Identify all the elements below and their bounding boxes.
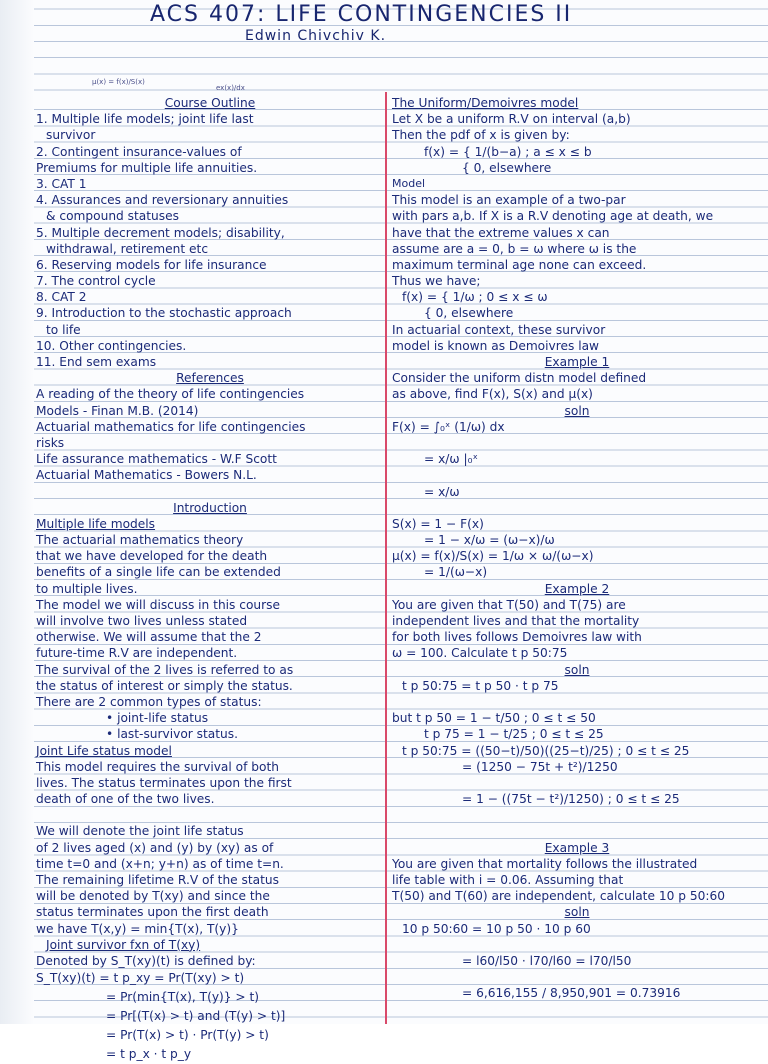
note-line: Consider the uniform distn model defined — [392, 371, 647, 386]
note-line: • last-survivor status. — [106, 727, 239, 742]
note-line: A reading of the theory of life contingencies — [36, 387, 305, 402]
note-line: Joint Life status model — [36, 743, 172, 758]
note-line: time t=0 and (x+n; y+n) as of time t=n. — [36, 856, 284, 871]
note-line: References — [176, 371, 244, 386]
note-line: Example 3 — [544, 840, 610, 855]
left-column-notes — [36, 95, 384, 1064]
note-line — [392, 694, 762, 710]
note-line: • joint-life status — [106, 711, 209, 726]
note-line — [392, 969, 762, 985]
note-line: S_T(xy)(t) = t p_xy = Pr(T(xy) > t) — [36, 971, 245, 986]
note-line: lives. The status terminates upon the first — [36, 775, 292, 790]
margin-note-scribble: ex(x)/dx — [216, 84, 245, 92]
note-line: life table with i = 0.06. Assuming that — [392, 873, 624, 887]
note-line: This model requires the survival of both — [36, 759, 279, 774]
note-line: have that the extreme values x can — [392, 225, 610, 240]
note-line: We will denote the joint life status — [36, 824, 244, 839]
note-line: 9. Introduction to the stochastic approach — [36, 306, 292, 321]
note-line: 8. CAT 2 — [36, 290, 87, 305]
note-line — [392, 807, 762, 823]
note-line: 7. The control cycle — [36, 274, 156, 289]
note-line: The actuarial mathematics theory — [36, 533, 244, 548]
note-line: with pars a,b. If X is a R.V denoting age at death, we — [392, 209, 714, 224]
note-line: Life assurance mathematics - W.F Scott — [36, 452, 277, 467]
note-line — [392, 937, 762, 953]
note-line: & compound statuses — [46, 209, 179, 224]
note-line: = 6,616,155 / 8,950,901 = 0.73916 — [462, 986, 681, 1001]
note-line: Actuarial mathematics for life contingencies — [36, 419, 306, 434]
note-line: You are given that T(50) and T(75) are — [392, 597, 626, 612]
note-line: withdrawal, retirement etc — [46, 241, 209, 256]
note-line: = l60/l50 · l70/l60 = l70/l50 — [462, 953, 632, 968]
note-line: f(x) = { 1/ω ; 0 ≤ x ≤ ω — [402, 290, 548, 305]
note-line: will involve two lives unless stated — [36, 614, 248, 628]
note-line: t p 75 = 1 − t/25 ; 0 ≤ t ≤ 25 — [424, 727, 604, 742]
note-line: for both lives follows Demoivres law with — [392, 630, 642, 645]
note-line — [392, 823, 762, 839]
note-line: independent lives and that the mortality — [392, 614, 640, 628]
margin-line — [385, 92, 387, 1024]
note-line: = x/ω |₀ˣ — [424, 452, 478, 467]
note-line — [392, 435, 762, 451]
note-line: to multiple lives. — [36, 581, 138, 596]
note-line: = Pr[(T(x) > t) and (T(y) > t)] — [106, 1009, 286, 1024]
note-line: survivor — [46, 128, 96, 143]
note-line: = 1 − ((75t − t²)/1250) ; 0 ≤ t ≤ 25 — [462, 792, 680, 807]
note-line: S(x) = 1 − F(x) — [392, 516, 484, 531]
note-line: Example 2 — [544, 581, 610, 596]
note-line: Course Outline — [164, 96, 256, 110]
note-line: T(50) and T(60) are independent, calculate 10 p 50:60 — [392, 889, 725, 904]
note-line: Model — [392, 176, 426, 190]
note-line: 5. Multiple decrement models; disability, — [36, 225, 285, 240]
note-line: of 2 lives aged (x) and (y) by (xy) as of — [36, 840, 274, 855]
note-line: but t p 50 = 1 − t/50 ; 0 ≤ t ≤ 50 — [392, 711, 596, 726]
note-line: This model is an example of a two-par — [392, 193, 626, 208]
note-line: to life — [46, 322, 81, 337]
note-line: t p 50:75 = ((50−t)/50)((25−t)/25) ; 0 ≤ t ≤ 25 — [402, 743, 690, 758]
page-title: ACS 407: LIFE CONTINGENCIES II — [150, 2, 573, 27]
note-line: = t p_x · t p_y — [106, 1047, 192, 1062]
note-line: The remaining lifetime R.V of the status — [36, 873, 279, 887]
note-line: soln — [564, 403, 590, 418]
note-line: Then the pdf of x is given by: — [392, 128, 570, 143]
note-line: Actuarial Mathematics - Bowers N.L. — [36, 468, 257, 483]
note-line: Example 1 — [544, 355, 610, 369]
note-line — [392, 500, 762, 516]
note-line: model is known as Demoivres law — [392, 338, 600, 353]
note-line: maximum terminal age none can exceed. — [392, 257, 647, 272]
note-line: benefits of a single life can be extended — [36, 565, 281, 580]
note-line: = (1250 − 75t + t²)/1250 — [462, 759, 618, 774]
note-line: 10. Other contingencies. — [36, 338, 187, 353]
note-line: as above, find F(x), S(x) and μ(x) — [392, 387, 593, 402]
note-line: Joint survivor fxn of T(xy) — [46, 937, 201, 952]
note-line: Models - Finan M.B. (2014) — [36, 403, 199, 418]
note-line: 2. Contingent insurance-values of — [36, 144, 242, 159]
note-line: = 1/(ω−x) — [424, 565, 488, 580]
margin-formula-scribble: μ(x) = f(x)/S(x) — [92, 78, 145, 86]
note-line: will be denoted by T(xy) and since the — [36, 889, 270, 904]
author-name: Edwin Chivchiv K. — [245, 28, 387, 44]
note-line: we have T(x,y) = min{T(x), T(y)} — [36, 921, 239, 936]
note-line: Multiple life models — [36, 516, 156, 531]
note-line: There are 2 common types of status: — [36, 694, 262, 709]
note-line: soln — [564, 662, 590, 677]
note-line: the status of interest or simply the status. — [36, 678, 293, 693]
note-line: You are given that mortality follows the illustrated — [392, 856, 698, 871]
note-line: { 0, elsewhere — [424, 306, 514, 321]
page-edge-shadow — [0, 0, 34, 1024]
note-line: Denoted by S_T(xy)(t) is defined by: — [36, 953, 256, 968]
note-line: f(x) = { 1/(b−a) ; a ≤ x ≤ b — [424, 144, 592, 159]
note-line: = 1 − x/ω = (ω−x)/ω — [424, 533, 555, 548]
note-line — [36, 484, 384, 500]
note-line: In actuarial context, these survivor — [392, 322, 606, 337]
note-line: = x/ω — [424, 484, 460, 499]
note-line: t p 50:75 = t p 50 · t p 75 — [402, 678, 559, 693]
note-line: risks — [36, 435, 65, 450]
note-line: = Pr(T(x) > t) · Pr(T(y) > t) — [106, 1028, 269, 1043]
note-line: assume are a = 0, b = ω where ω is the — [392, 241, 637, 256]
note-line: The model we will discuss in this course — [36, 597, 281, 612]
note-line: Introduction — [173, 500, 247, 515]
note-line: Premiums for multiple life annuities. — [36, 160, 258, 175]
note-line: 6. Reserving models for life insurance — [36, 257, 267, 272]
note-line: ω = 100. Calculate t p 50:75 — [392, 646, 568, 661]
note-line: soln — [564, 905, 590, 920]
note-line: The survival of the 2 lives is referred to as — [36, 662, 294, 677]
right-column-notes — [392, 95, 762, 1002]
note-line: death of one of the two lives. — [36, 792, 215, 807]
note-line: 11. End sem exams — [36, 355, 157, 369]
note-line: = Pr(min{T(x), T(y)} > t) — [106, 990, 260, 1005]
note-line — [392, 467, 762, 483]
note-line: future-time R.V are independent. — [36, 646, 238, 661]
note-line: 4. Assurances and reversionary annuities — [36, 193, 289, 208]
note-line — [36, 807, 384, 823]
note-line: F(x) = ∫₀ˣ (1/ω) dx — [392, 419, 505, 434]
note-line: Let X be a uniform R.V on interval (a,b) — [392, 112, 631, 127]
note-line: The Uniform/Demoivres model — [392, 96, 579, 110]
note-line: 3. CAT 1 — [36, 176, 87, 191]
note-line: Thus we have; — [392, 274, 481, 289]
note-line — [392, 775, 762, 791]
note-line: that we have developed for the death — [36, 549, 268, 564]
note-line: μ(x) = f(x)/S(x) = 1/ω × ω/(ω−x) — [392, 549, 594, 564]
note-line: { 0, elsewhere — [462, 160, 552, 175]
note-line: otherwise. We will assume that the 2 — [36, 630, 262, 645]
note-line: 10 p 50:60 = 10 p 50 · 10 p 60 — [402, 921, 591, 936]
note-line: status terminates upon the first death — [36, 905, 269, 920]
note-line: 1. Multiple life models; joint life last — [36, 112, 254, 127]
